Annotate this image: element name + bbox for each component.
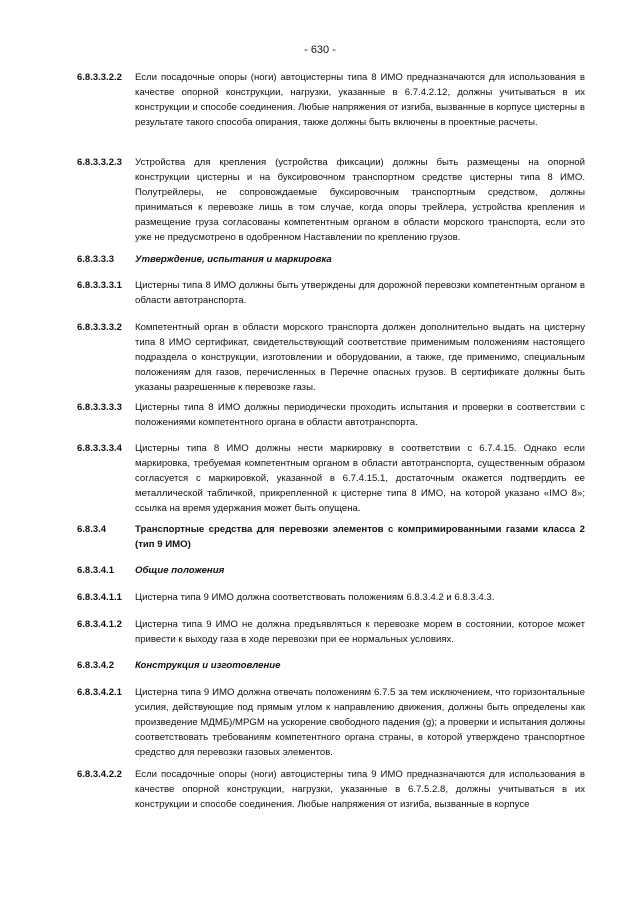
section-number: 6.8.3.3.3.1: [77, 280, 122, 291]
page-number: - 630 -: [304, 44, 336, 56]
section-6-8-3-4: [77, 522, 585, 552]
section-text: Если посадочные опоры (ноги) автоцистерны типа 9 ИМО предназначаются для использования в качестве опорной конструкции, нагрузки, указанные в 6.7.5.2.8, должны учитываться в их конструкции и способе соединения. Любые напряжения от изгиба, вызванные в корпусе: [135, 769, 585, 810]
section-6-8-3-4-1-1: [77, 590, 585, 605]
section-number: 6.8.3.3.3.2: [77, 322, 122, 333]
section-text: Цистерна типа 9 ИМО должна соответствовать положениям 6.8.3.4.2 и 6.8.3.4.3.: [135, 592, 495, 603]
section-heading: Общие положения: [135, 565, 225, 576]
section-6-8-3-3-3: [77, 252, 585, 267]
section-number: 6.8.3.4.1.2: [77, 619, 122, 630]
section-number: 6.8.3.4.2.2: [77, 769, 122, 780]
section-text: Устройства для крепления (устройства фиксации) должны быть размещены на опорной конструкции цистерны и на буксировочном транспортном средстве цистерны типа 8 ИМО. Полутрейлеры, не сопровождаемые буксировочным транспортным средством, должны приниматься к перевозке лишь в том случае, когда опоры трейлера, устройства крепления и размещение груза согласованы компетентным органом в области морского транспорта, если это уже не предусмотрено в одобренном Наставлении по креплению грузов.: [135, 157, 585, 243]
section-6-8-3-3-3-3: [77, 400, 585, 430]
section-heading: Конструкция и изготовление: [135, 660, 281, 671]
section-text: Цистерна типа 9 ИМО не должна предъявляться к перевозке морем в состоянии, которое может привести к выходу газа в ходе перевозки при ее нормальных условиях.: [135, 619, 585, 645]
section-text: Цистерны типа 8 ИМО должны быть утверждены для дорожной перевозки компетентным органом в области автотранспорта.: [135, 280, 585, 306]
section-number: 6.8.3.4.2.1: [77, 687, 122, 698]
section-text: Если посадочные опоры (ноги) автоцистерны типа 8 ИМО предназначаются для использования в качестве опорной конструкции, нагрузки, указанные в 6.7.4.2.12, должны учитываться в их конструкции и способе соединения. Любые напряжения от изгиба, вызванные в корпусе цистерны в результате такого способа опирания, также должны быть включены в проектные расчеты.: [135, 72, 585, 128]
section-6-8-3-3-3-2: [77, 320, 585, 395]
section-number: 6.8.3.3.3.3: [77, 402, 122, 413]
section-6-8-3-3-3-4: [77, 441, 585, 516]
section-heading: Утверждение, испытания и маркировка: [135, 254, 332, 265]
section-number: 6.8.3.3.3: [77, 254, 114, 265]
section-6-8-3-3-2-2: [77, 70, 585, 130]
section-6-8-3-3-2-3: [77, 155, 585, 245]
section-text: Компетентный орган в области морского транспорта должен дополнительно выдать на цистерну типа 8 ИМО сертификат, свидетельствующий соответствие применимым положениям настоящего подраздела о конструкции, изготовлении и оборудовании, а также, где применимо, специальным положениям для газов, перечисленных в Перечне опасных грузов. В сертификате должны быть указаны разрешенные к перевозке газы.: [135, 322, 585, 393]
section-text: Цистерны типа 8 ИМО должны нести маркировку в соответствии с 6.7.4.15. Однако если маркировка, требуемая компетентным органом в области автотранспорта, существенным образом согласуется с маркировкой, указанной в 6.7.4.15.1, достаточным окажется подтвердить ее металлической табличкой, прикрепленной к цистерне типа 8 ИМО, на которой указано «IMO 8»; ссылка на время удержания может быть опущена.: [135, 443, 585, 514]
section-heading: Транспортные средства для перевозки элементов с компримированными газами класса 2 (тип 9 ИМО): [135, 524, 585, 550]
section-text: Цистерны типа 8 ИМО должны периодически проходить испытания и проверки в соответствии с положениями компетентного органа в области автотранспорта.: [135, 402, 585, 428]
section-text: Цистерна типа 9 ИМО должна отвечать положениям 6.7.5 за тем исключением, что горизонтальные усилия, действующие под прямым углом к направлению движения, должны быть определены как произведение МДМБ)/MPGM на ускорение свободного падения (g); а проверки и испытания должны соответствовать требованиям компетентного органа страны, в которой утверждено транспортное средство для перевозки газовых элементов.: [135, 687, 585, 758]
section-6-8-3-4-1: [77, 563, 585, 578]
section-6-8-3-4-1-2: [77, 617, 585, 647]
section-number: 6.8.3.4.2: [77, 660, 114, 671]
section-6-8-3-4-2-2: [77, 767, 585, 812]
section-number: 6.8.3.3.3.4: [77, 443, 122, 454]
section-number: 6.8.3.4.1: [77, 565, 114, 576]
section-number: 6.8.3.4.1.1: [77, 592, 122, 603]
section-number: 6.8.3.4: [77, 524, 107, 535]
section-number: 6.8.3.3.2.3: [77, 157, 122, 168]
section-number: 6.8.3.3.2.2: [77, 72, 122, 83]
section-6-8-3-3-3-1: [77, 278, 585, 308]
section-6-8-3-4-2-1: [77, 685, 585, 760]
section-6-8-3-4-2: [77, 658, 585, 673]
